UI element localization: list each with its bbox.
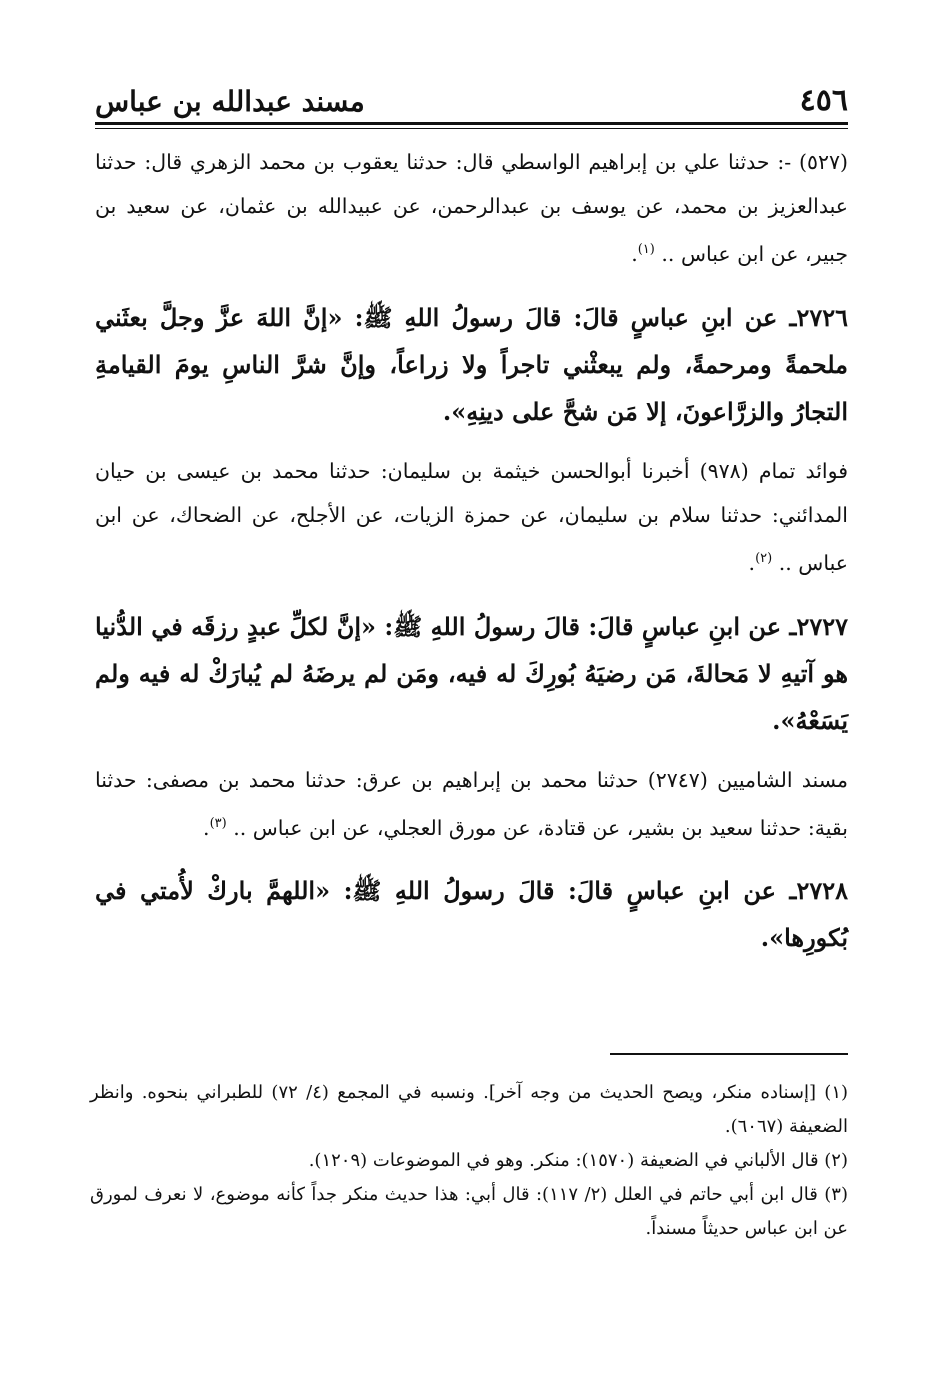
running-title: مسند عبدالله بن عباس [95,85,365,118]
hadith-2728 [95,867,848,961]
hadith-text: ـ عن ابنِ عباسٍ قالَ: قالَ رسولُ اللهِ ﷺ: «إنَّ اللهَ عزَّ وجلَّ بعثَني ملحمةً ومرحمةً، ولم يبعثْني تاجراً ولا زراعاً، وإنَّ شرَّ الناسِ يومَ القيامةِ التجارُ والزرَّاعونَ، إلا مَن شحَّ على دينِهِ». [95,302,848,426]
footnote-1: (١) [إسناده منكر، ويصح الحديث من وجه آخر]. ونسبه في المجمع (٤/ ٧٢) للطبراني بنحوه. وانظر الضعيفة (٦٠٦٧). [90,1082,849,1137]
footnote-2: (٢) قال الألباني في الضعيفة (١٥٧٠): منكر. وهو في الموضوعات (١٢٠٩). [308,1150,848,1171]
header-rule-thin [95,128,848,129]
hadith-text: ـ عن ابنِ عباسٍ قالَ: قالَ رسولُ اللهِ ﷺ: «اللهمَّ باركْ لأُمتي في بُكورِها». [95,876,848,953]
footnote-3: (٣) قال ابن أبي حاتم في العلل (٢/ ١١٧): قال أبي: هذا حديث منكر جداً كأنه موضوع، لا نعرف لمورق عن ابن عباس حديثاً مسنداً. [90,1184,848,1239]
hadith-number: ٢٧٢٧ [796,611,848,641]
isnad-paragraph-3 [95,758,848,850]
isnad-text: فوائد تمام (٩٧٨) أخبرنا أبوالحسن خيثمة بن سليمان: حدثنا محمد بن عيسى بن حيان المدائني: حدثنا سلام بن سليمان، عن حمزة الزيات، عن الأجلح، عن الضحاك، عن ابن عباس .. [95,458,849,575]
page-number: ٤٥٦ [799,83,848,118]
hadith-number: ٢٧٢٦ [796,302,848,332]
running-head [95,78,848,118]
footnote-mark: (٢) [755,550,773,566]
footnote-separator [610,1053,848,1055]
isnad-text: مسند الشاميين (٢٧٤٧) حدثنا محمد بن إبراهيم بن عرق: حدثنا محمد بن مصفى: حدثنا بقية: حدثنا سعيد بن بشير، عن قتادة، عن مورق العجلي، عن ابن عباس .. [95,767,848,840]
hadith-text: ـ عن ابنِ عباسٍ قالَ: قالَ رسولُ اللهِ ﷺ: «إنَّ لكلِّ عبدٍ رزقَه في الدُّنيا هو آتيهِ لا مَحالةَ، مَن رضيَهُ بُورِكَ له فيه، ومَن لم يرضَهُ لم يُبارَكْ له فيه ولم يَسَعْهُ». [95,611,848,735]
sentence-end: . [748,550,756,575]
isnad-paragraph-1 [95,140,848,276]
sentence-end: . [203,815,210,840]
hadith-2727 [95,603,848,744]
main-text [95,140,848,961]
hadith-number: ٢٧٢٨ [796,876,848,906]
isnad-paragraph-2 [95,449,848,585]
isnad-text: (٥٢٧) -: حدثنا علي بن إبراهيم الواسطي قال: حدثنا يعقوب بن محمد الزهري قال: حدثنا عبدالعزيز بن محمد، عن يوسف بن عبدالرحمن، عن عبيدالله بن عثمان، عن سعيد بن جبير، عن ابن عباس .. [95,150,848,266]
footnotes [90,1076,848,1246]
footnote-mark: (١) [637,242,655,257]
sentence-end: . [631,241,638,266]
footnote-mark: (٣) [209,815,227,831]
header-rule-thick [95,122,848,125]
hadith-2726 [95,294,848,435]
